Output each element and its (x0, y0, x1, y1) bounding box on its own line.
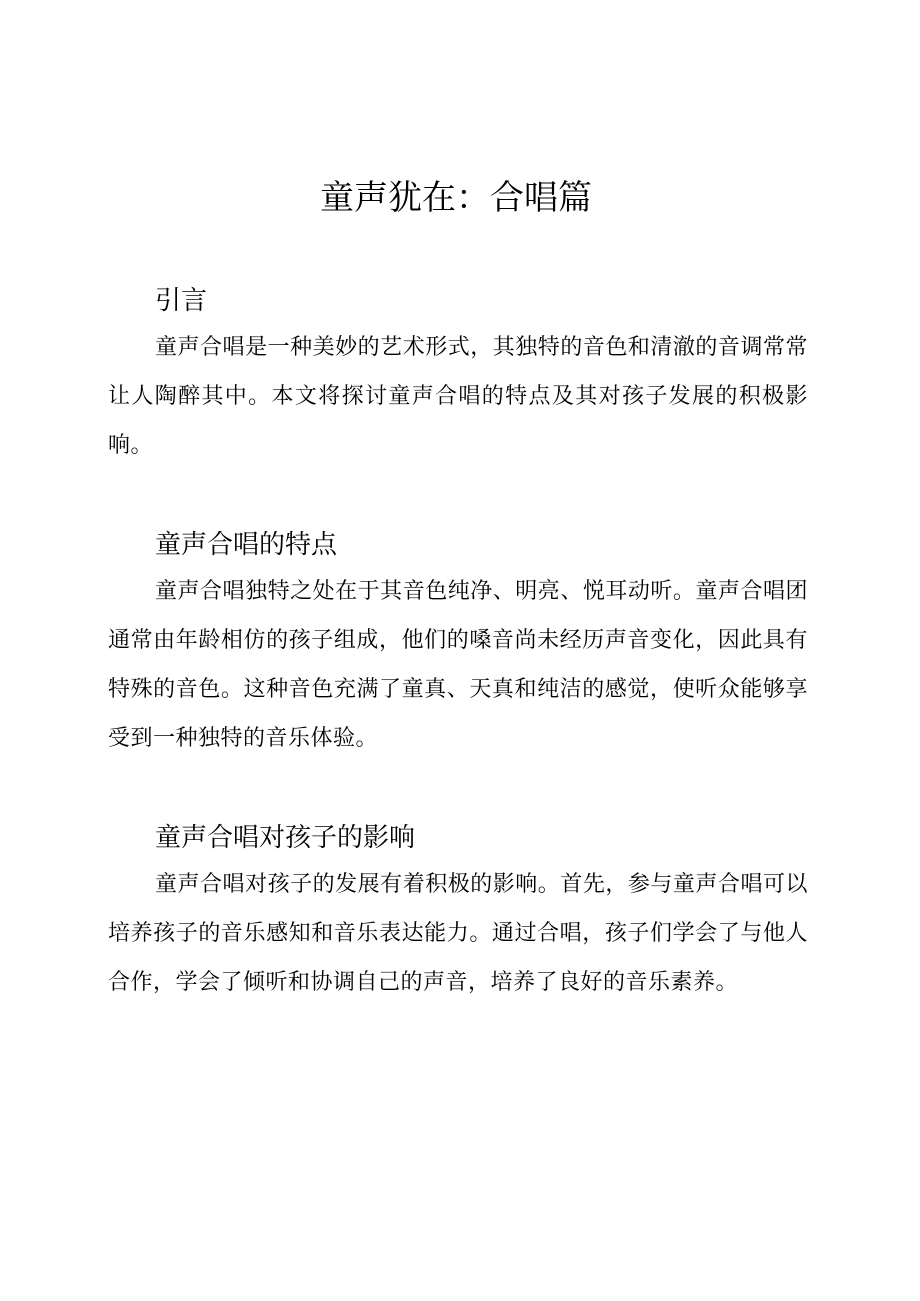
section-characteristics (108, 527, 808, 763)
document-title: 童声犹在：合唱篇 (320, 178, 592, 218)
section-heading: 童声合唱的特点 (155, 530, 338, 560)
section-paragraph: 童声合唱是一种美妙的艺术形式，其独特的音色和清澈的音调常常让人陶醉其中。本文将探讨童声合唱的特点及其对孩子发展的积极影响。 (108, 335, 808, 458)
section-impact-on-children (108, 820, 808, 1007)
section-heading: 童声合唱对孩子的影响 (155, 823, 416, 853)
section-paragraph: 童声合唱对孩子的发展有着积极的影响。首先，参与童声合唱可以培养孩子的音乐感知和音乐表达能力。通过合唱，孩子们学会了与他人合作，学会了倾听和协调自己的声音，培养了良好的音乐素养。 (108, 872, 808, 995)
section-heading: 引言 (155, 286, 208, 316)
section-introduction (108, 283, 808, 470)
section-paragraph: 童声合唱独特之处在于其音色纯净、明亮、悦耳动听。童声合唱团通常由年龄相仿的孩子组成，他们的嗓音尚未经历声音变化，因此具有特殊的音色。这种音色充满了童真、天真和纯洁的感觉，使听众能够享受到一种独特的音乐体验。 (108, 579, 808, 751)
